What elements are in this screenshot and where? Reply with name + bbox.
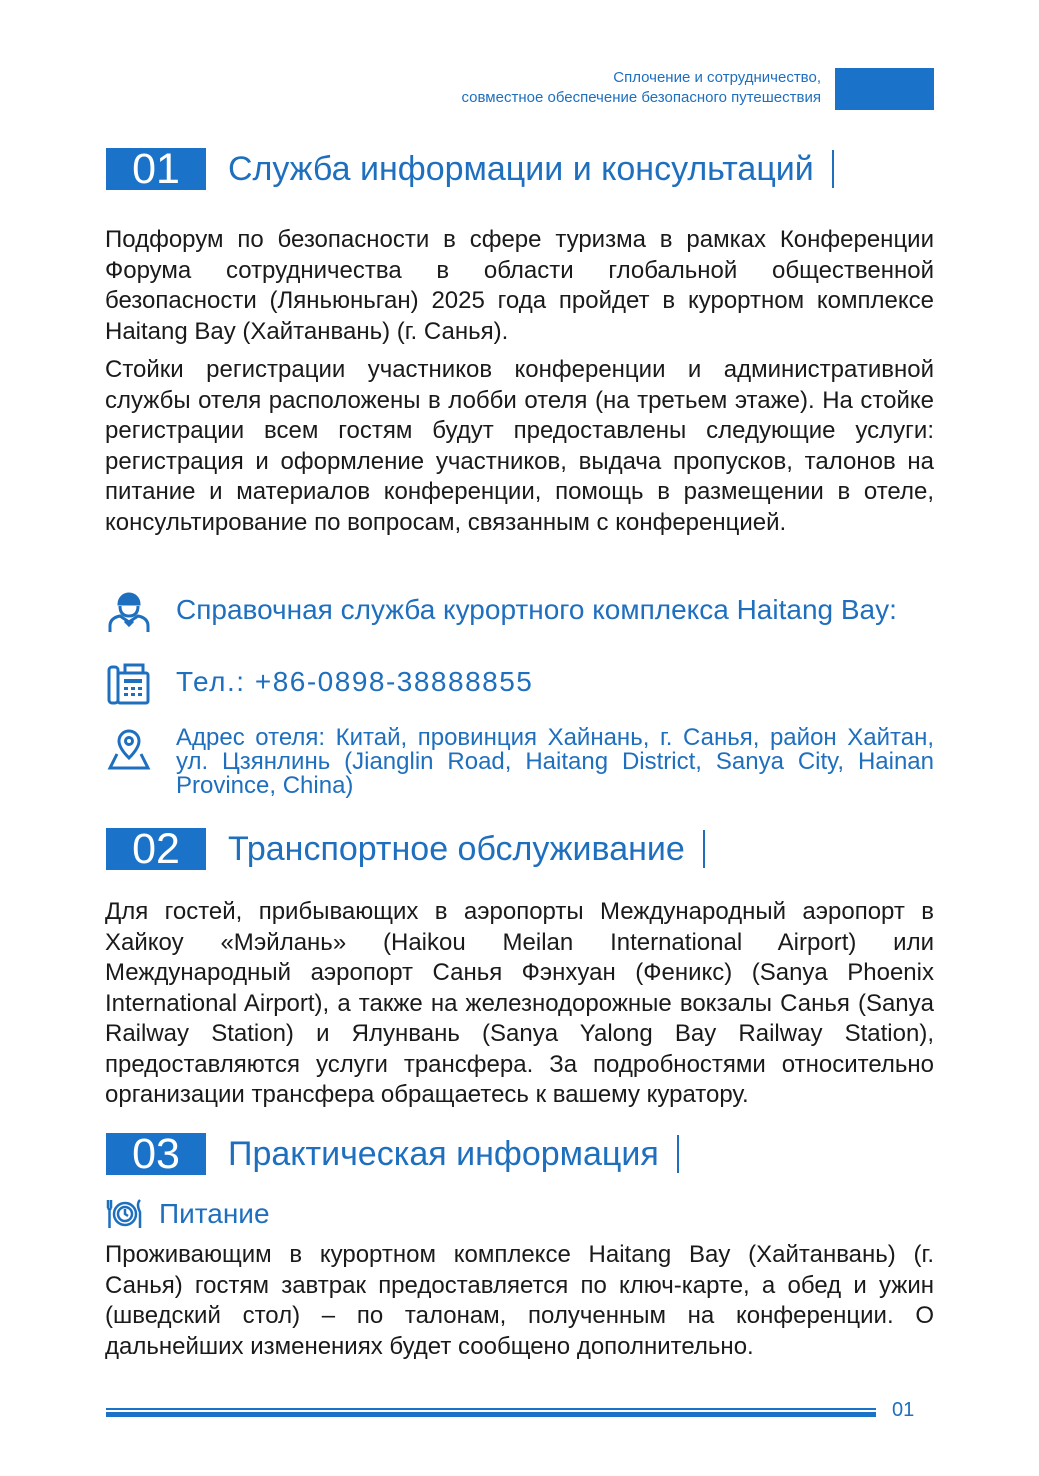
subsection-title: Питание: [159, 1198, 270, 1229]
hotel-address: Адрес отеля: Китай, провинция Хайнань, г. Санья, район Хайтан, ул. Цзянлинь (Jianglin Road, Haitang District, Sanya City, Hainan Province, China): [176, 724, 934, 799]
section-divider: [703, 830, 705, 868]
service-label: Справочная служба курортного комплекса Haitang Bay:: [176, 594, 897, 625]
registration-paragraph: Стойки регистрации участников конференции и административной службы отеля расположены в лобби отеля (на третьем этаже). На стойке регистрации всем гостям будут предоставлены следующие услуги: регистрация и оформление участников, выдача пропусков, талонов на питание и материалов конференции, помощь в размещении в отеле, консультирование по вопросам, связанным с конференцией.: [105, 356, 934, 536]
phone-row: [106, 662, 533, 708]
header-accent-block: [835, 68, 934, 110]
fax-phone-icon: [106, 662, 152, 708]
header-tagline: [462, 68, 822, 108]
header-line-1: Сплочение и сотрудничество,: [613, 69, 821, 86]
section-heading-1: [106, 145, 834, 193]
section-divider: [677, 1135, 679, 1173]
footer-rule: [106, 1408, 876, 1417]
phone-number[interactable]: Тел.: +86-0898-38888855: [176, 666, 534, 697]
location-pin-icon: [106, 726, 152, 772]
section-number: 02: [106, 828, 206, 870]
section-heading-2: [106, 825, 705, 873]
service-row: [106, 588, 897, 634]
footer-rule-thick: [106, 1412, 876, 1417]
concierge-icon: [106, 588, 152, 634]
address-row: [106, 726, 934, 798]
header-line-2: совместное обеспечение безопасного путешествия: [461, 89, 821, 106]
intro-paragraph: Подфорум по безопасности в сфере туризма в рамках Конференции Форума сотрудничества в области глобальной общественной безопасности (Ляньюньган) 2025 года пройдет в курортном комплексе Haitang Bay (Хайтанвань) (г. Санья).: [105, 226, 934, 345]
section-divider: [832, 150, 834, 188]
subsection-heading: [105, 1196, 270, 1232]
dining-plate-icon: [105, 1196, 145, 1232]
section-number: 03: [106, 1133, 206, 1175]
section-title: Служба информации и консультаций: [228, 149, 814, 188]
meals-paragraph: Проживающим в курортном комплексе Haitang Bay (Хайтанвань) (г. Санья) гостям завтрак предоставляется по ключ-карте, а обед и ужин (шведский стол) – по талонам, полученным на конференции. О дальнейших изменениях будет сообщено дополнительно.: [105, 1241, 934, 1360]
section-title: Практическая информация: [228, 1134, 659, 1173]
footer-rule-thin: [106, 1408, 876, 1410]
section-title: Транспортное обслуживание: [228, 829, 685, 868]
section-number: 01: [106, 148, 206, 190]
section-heading-3: [106, 1130, 679, 1178]
page-number: 01: [892, 1399, 915, 1421]
transfer-paragraph: Для гостей, прибывающих в аэропорты Международный аэропорт в Хайкоу «Мэйлань» (Haikou Meilan International Airport) или Международный аэропорт Санья Фэнхуан (Феникс) (Sanya Phoenix International Airport), а также на железнодорожные вокзалы Санья (Sanya Railway Station) и Ялунвань (Sanya Yalong Bay Railway Station), предоставляются услуги трансфера. За подробностями относительно организации трансфера обращаетесь к вашему куратору.: [105, 898, 934, 1108]
